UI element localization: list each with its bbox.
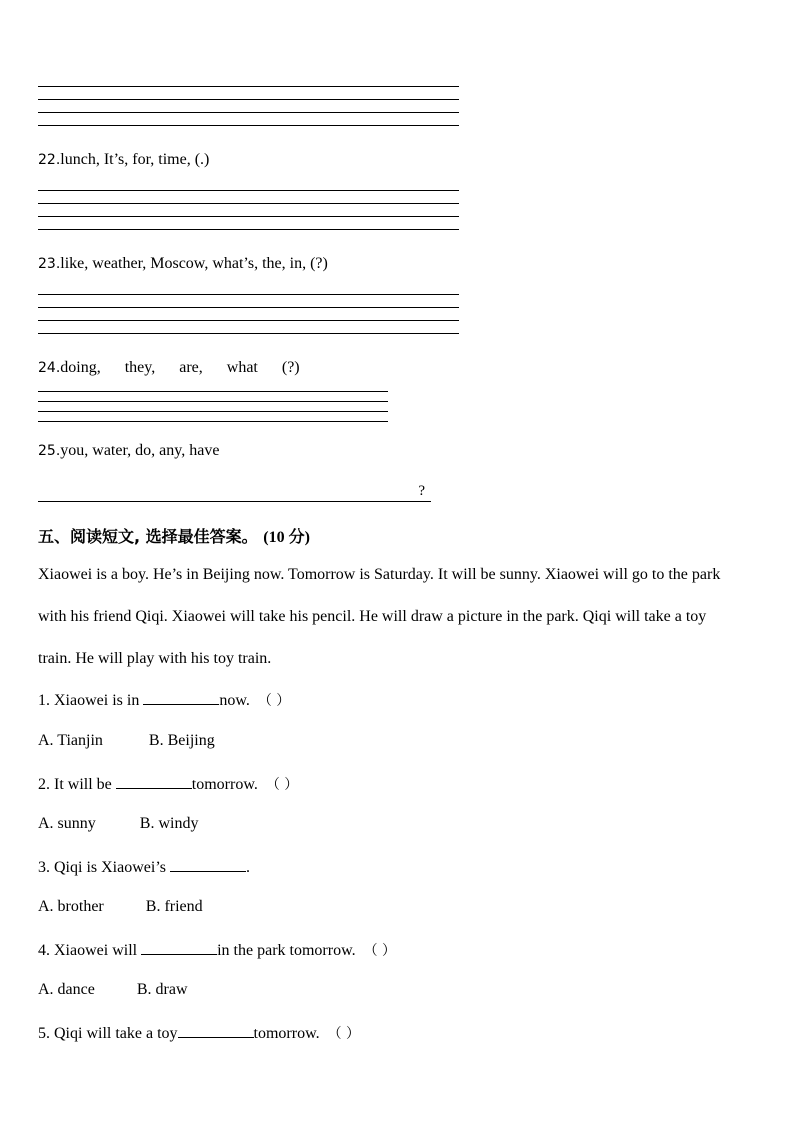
word: (?) xyxy=(281,359,300,376)
options-3 xyxy=(38,898,203,916)
item-text-after: in the park tomorrow. xyxy=(217,942,356,959)
item-text-before: 5. Qiqi will take a toy xyxy=(38,1025,178,1042)
question-mark: ? xyxy=(418,483,425,499)
option-a[interactable]: A. brother xyxy=(38,898,104,915)
item-text-before: 1. Xiaowei is in xyxy=(38,692,144,709)
question-24 xyxy=(38,359,300,377)
options-1 xyxy=(38,732,215,750)
option-b[interactable]: B. draw xyxy=(136,981,188,998)
section-points: (10 分) xyxy=(263,529,310,546)
question-number: 24. xyxy=(38,360,61,376)
question-text: like, weather, Moscow, what’s, the, in, (?) xyxy=(60,255,328,272)
item-3 xyxy=(38,857,250,877)
answer-blank[interactable] xyxy=(143,690,219,705)
item-5 xyxy=(38,1023,360,1043)
item-text-after: now. xyxy=(219,692,250,709)
answer-paren[interactable]: （ ） xyxy=(265,777,299,793)
item-4 xyxy=(38,940,396,960)
answer-blank[interactable] xyxy=(141,940,217,955)
writing-lines-23[interactable] xyxy=(38,294,459,334)
writing-lines-24[interactable] xyxy=(38,391,388,422)
question-number: 22. xyxy=(38,152,61,168)
section-title-text: 五、阅读短文, 选择最佳答案。 xyxy=(38,527,258,546)
word: doing, xyxy=(60,359,101,376)
section-title xyxy=(38,524,310,547)
item-text-after: tomorrow. xyxy=(253,1025,320,1042)
item-2 xyxy=(38,774,298,794)
item-text-before: 3. Qiqi is Xiaowei’s xyxy=(38,859,170,876)
word: are, xyxy=(179,359,203,376)
item-text-before: 2. It will be xyxy=(38,776,116,793)
options-4 xyxy=(38,981,188,999)
question-25 xyxy=(38,442,219,460)
writing-lines-22[interactable] xyxy=(38,190,459,230)
item-text-after: . xyxy=(246,859,250,876)
answer-paren[interactable]: （ ） xyxy=(327,1026,361,1042)
option-b[interactable]: B. Beijing xyxy=(148,732,215,749)
question-number: 25. xyxy=(38,443,61,459)
item-text-after: tomorrow. xyxy=(191,776,258,793)
answer-blank[interactable] xyxy=(170,857,246,872)
word: what xyxy=(226,359,258,376)
answer-line-25[interactable] xyxy=(38,481,431,502)
writing-lines-21[interactable] xyxy=(38,86,459,126)
answer-paren[interactable]: （ ） xyxy=(257,693,291,709)
reading-passage: Xiaowei is a boy. He’s in Beijing now. Tomorrow is Saturday. It will be sunny. Xiaowei will go to the park with his friend Qiqi. Xiaowei will take his pencil. He will draw a picture in the park. Qiqi will take a toy train. He will play with his toy train. xyxy=(38,566,721,667)
question-number: 23. xyxy=(38,256,61,272)
option-a[interactable]: A. Tianjin xyxy=(38,732,103,749)
options-2 xyxy=(38,815,198,833)
question-text: you, water, do, any, have xyxy=(60,442,220,459)
option-b[interactable]: B. windy xyxy=(139,815,199,832)
question-23 xyxy=(38,255,328,273)
word: they, xyxy=(124,359,156,376)
answer-blank[interactable] xyxy=(116,774,192,789)
option-b[interactable]: B. friend xyxy=(145,898,203,915)
answer-blank[interactable] xyxy=(178,1023,254,1038)
option-a[interactable]: A. sunny xyxy=(38,815,96,832)
answer-paren[interactable]: （ ） xyxy=(363,943,397,959)
item-text-before: 4. Xiaowei will xyxy=(38,942,142,959)
item-1 xyxy=(38,690,290,710)
question-22 xyxy=(38,151,209,169)
question-text: lunch, It’s, for, time, (.) xyxy=(60,151,210,168)
option-a[interactable]: A. dance xyxy=(38,981,95,998)
